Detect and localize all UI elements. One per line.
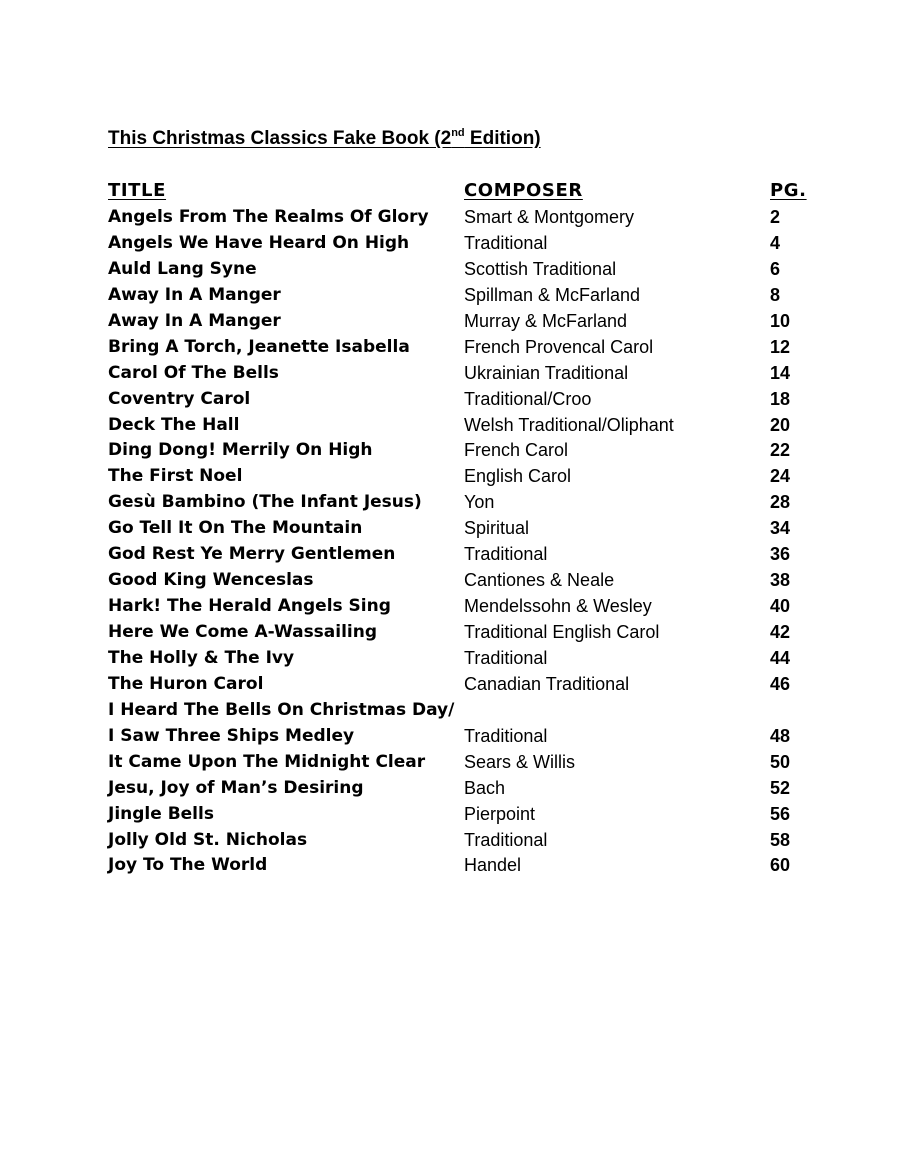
song-page: 22 [770,440,791,461]
song-composer: Sears & Willis [464,751,576,772]
table-row [108,387,818,413]
song-title: Away In A Manger [108,284,281,305]
song-title: I Heard The Bells On Christmas Day/ [108,699,455,720]
song-composer: Mendelssohn & Wesley [464,596,652,617]
song-composer: Bach [464,777,506,798]
song-title: It Came Upon The Midnight Clear [108,751,426,772]
song-composer: English Carol [464,466,572,487]
song-title: Coventry Carol [108,388,251,409]
song-title: Auld Lang Syne [108,258,257,279]
song-composer: Traditional [464,232,548,253]
song-composer: Canadian Traditional [464,673,630,694]
song-composer: Traditional [464,544,548,565]
song-page: 2 [770,207,781,227]
song-page: 38 [770,570,791,591]
song-composer: Smart & Montgomery [464,207,635,227]
song-composer: Yon [464,492,495,513]
song-page: 10 [770,310,791,331]
song-title: Jesu, Joy of Man’s Desiring [108,777,364,798]
song-page: 42 [770,622,791,642]
table-row [108,542,818,568]
table-row [108,828,818,854]
table-row [108,361,818,387]
table-row [108,257,818,283]
table-row [108,464,818,490]
song-page: 8 [770,284,781,305]
song-page: 12 [770,336,791,357]
song-page: 40 [770,596,791,617]
song-title: Here We Come A-Wassailing [108,622,378,642]
song-page: 24 [770,466,791,487]
song-page: 36 [770,544,791,565]
song-title: Joy To The World [108,855,268,876]
table-row [108,750,818,776]
song-composer: Cantiones & Neale [464,570,615,591]
table-row [108,516,818,542]
table-row [108,672,818,698]
song-composer: Scottish Traditional [464,258,617,279]
page-title-superscript: nd [451,126,465,139]
song-title: Jolly Old St. Nicholas [108,829,308,850]
song-title: Gesù Bambino (The Infant Jesus) [108,492,422,513]
table-row [108,568,818,594]
song-page: 14 [770,362,791,383]
song-composer: Ukrainian Traditional [464,362,629,383]
song-title: Angels From The Realms Of Glory [108,207,429,227]
song-page: 48 [770,725,791,746]
song-page: 18 [770,388,791,409]
song-page: 46 [770,673,791,694]
page-title-main: This Christmas Classics Fake Book (2 [108,128,452,149]
song-composer: French Provencal Carol [464,336,654,357]
song-title: Bring A Torch, Jeanette Isabella [108,336,410,357]
song-composer: Pierpoint [464,803,536,824]
table-row [108,413,818,439]
table-row [108,594,818,620]
song-title: Carol Of The Bells [108,362,279,383]
song-title: Good King Wenceslas [108,570,314,591]
table-row [108,620,818,646]
song-composer: Spiritual [464,518,530,539]
song-page: 34 [770,518,791,539]
song-title: Jingle Bells [108,803,214,824]
table-row [108,335,818,361]
song-composer: Traditional/Croo [464,388,592,409]
table-row [108,205,818,231]
song-title: The Holly & The Ivy [108,647,295,668]
song-page: 58 [770,829,791,850]
header-title: TITLE [108,180,167,201]
table-row [108,309,818,335]
header-composer: COMPOSER [464,180,583,201]
song-page: 6 [770,258,781,279]
table-row [108,283,818,309]
song-composer: French Carol [464,440,569,461]
table-row [108,698,818,724]
table-row [108,724,818,750]
song-page: 52 [770,777,791,798]
table-row [108,776,818,802]
table-header [108,180,818,204]
song-page: 4 [770,232,781,253]
song-composer: Traditional [464,725,548,746]
table-row [108,231,818,257]
song-composer: Traditional English Carol [464,622,660,642]
table-row [108,853,818,879]
song-list [108,205,818,879]
song-title: Hark! The Herald Angels Sing [108,596,391,617]
song-composer: Traditional [464,647,548,668]
header-page: PG. [770,180,807,201]
song-title: Deck The Hall [108,414,240,435]
song-composer: Handel [464,855,522,876]
song-page: 20 [770,414,791,435]
song-title: Away In A Manger [108,310,281,331]
song-composer: Welsh Traditional/Oliphant [464,414,674,435]
song-page: 60 [770,855,791,876]
song-title: The First Noel [108,466,243,487]
song-title: The Huron Carol [108,673,264,694]
table-row [108,490,818,516]
table-row [108,646,818,672]
song-page: 50 [770,751,791,772]
song-composer: Murray & McFarland [464,310,628,331]
song-title: I Saw Three Ships Medley [108,725,355,746]
song-page: 56 [770,803,791,824]
song-composer: Traditional [464,829,548,850]
table-row [108,438,818,464]
song-title: Go Tell It On The Mountain [108,518,363,539]
song-title: God Rest Ye Merry Gentlemen [108,544,396,565]
page-title-end: Edition) [464,128,541,149]
song-composer: Spillman & McFarland [464,284,641,305]
song-title: Ding Dong! Merrily On High [108,440,373,461]
song-title: Angels We Have Heard On High [108,232,410,253]
song-page: 44 [770,647,791,668]
table-row [108,802,818,828]
song-page: 28 [770,492,791,513]
page-title [108,126,541,152]
